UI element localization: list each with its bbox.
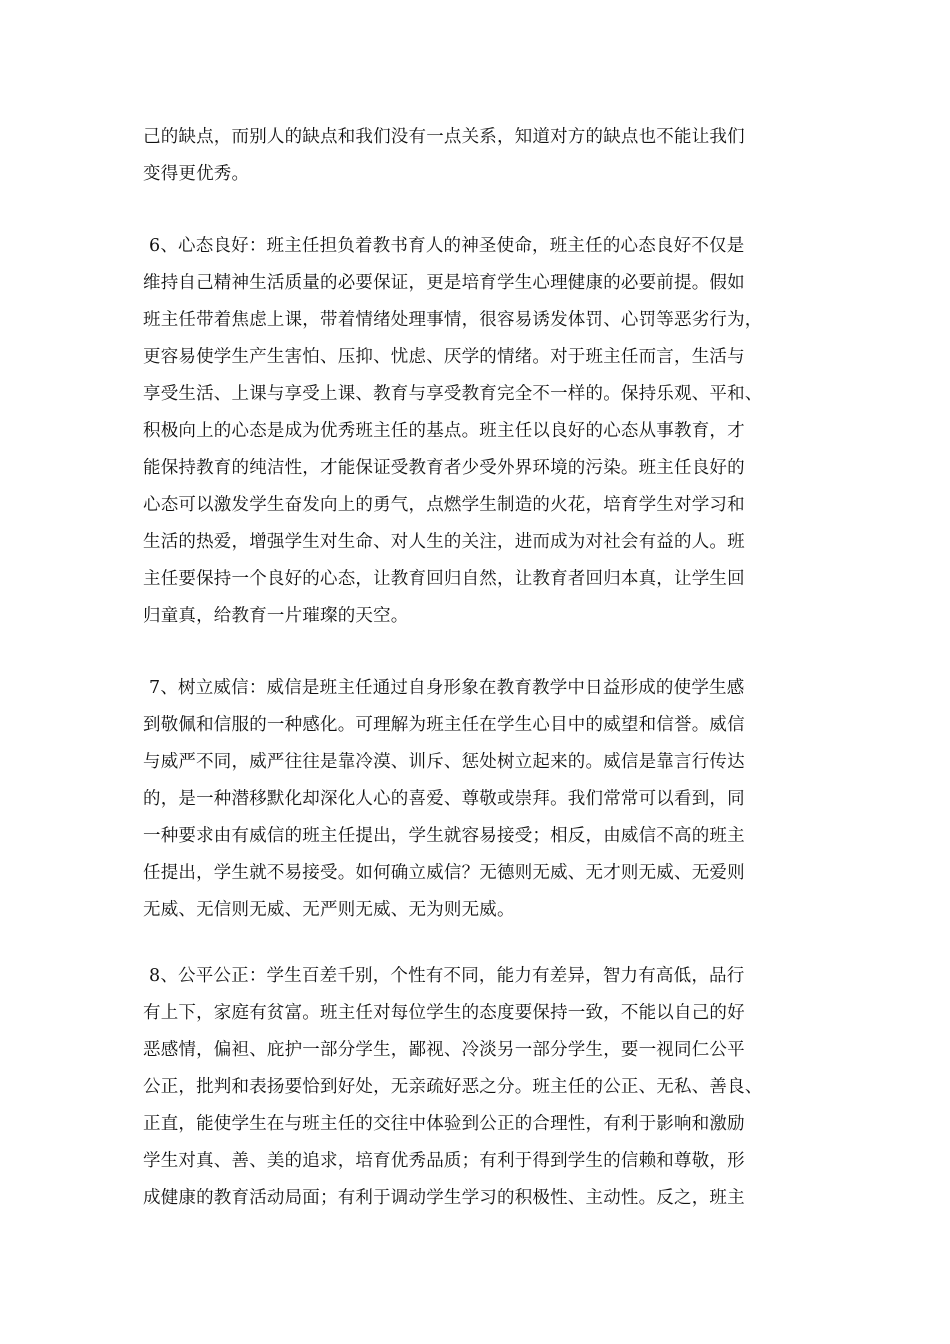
paragraph-line: 积极向上的心态是成为优秀班主任的基点。班主任以良好的心态从事教育，才 bbox=[143, 421, 745, 441]
paragraph-line: 变得更优秀。 bbox=[143, 164, 250, 184]
paragraph-6-attitude bbox=[143, 228, 813, 635]
paragraph-line: 更容易使学生产生害怕、压抑、忧虑、厌学的情绪。对于班主任而言，生活与 bbox=[143, 347, 745, 367]
paragraph-line: 维持自己精神生活质量的必要保证，更是培育学生心理健康的必要前提。假如 bbox=[143, 273, 745, 293]
paragraph-line: 无威、无信则无威、无严则无威、无为则无威。 bbox=[143, 900, 515, 920]
paragraph-8-fairness bbox=[143, 958, 813, 1217]
paragraph-line: 能保持教育的纯洁性，才能保证受教育者少受外界环境的污染。班主任良好的 bbox=[143, 458, 745, 478]
paragraph-line: 有上下，家庭有贫富。班主任对每位学生的态度要保持一致，不能以自己的好 bbox=[143, 1003, 745, 1023]
paragraph-line: 正直，能使学生在与班主任的交往中体验到公正的合理性，有利于影响和激励 bbox=[143, 1114, 745, 1134]
paragraph-line: 任提出，学生就不易接受。如何确立威信？无德则无威、无才则无威、无爱则 bbox=[143, 863, 745, 883]
paragraph-line: 归童真，给教育一片璀璨的天空。 bbox=[143, 606, 409, 626]
paragraph-line: 的，是一种潜移默化却深化人心的喜爱、尊敬或崇拜。我们常常可以看到，同 bbox=[143, 789, 745, 809]
paragraph-line: 班主任带着焦虑上课，带着情绪处理事情，很容易诱发体罚、心罚等恶劣行为， bbox=[143, 310, 763, 330]
paragraph-line: 心态可以激发学生奋发向上的勇气，点燃学生制造的火花，培育学生对学习和 bbox=[143, 495, 745, 515]
paragraph-line: 公正，批判和表扬要恰到好处，无亲疏好恶之分。班主任的公正、无私、善良、 bbox=[143, 1077, 763, 1097]
paragraph-heading-line: 6、心态良好：班主任担负着教书育人的神圣使命，班主任的心态良好不仅是 bbox=[149, 236, 745, 256]
paragraph-7-prestige bbox=[143, 670, 813, 929]
paragraph-line: 生活的热爱，增强学生对生命、对人生的关注，进而成为对社会有益的人。班 bbox=[143, 532, 745, 552]
paragraph-line: 享受生活、上课与享受上课、教育与享受教育完全不一样的。保持乐观、平和、 bbox=[143, 384, 763, 404]
paragraph-intro-continuation bbox=[143, 119, 813, 193]
paragraph-line: 己的缺点，而别人的缺点和我们没有一点关系，知道对方的缺点也不能让我们 bbox=[143, 127, 745, 147]
paragraph-line: 成健康的教育活动局面；有利于调动学生学习的积极性、主动性。反之，班主 bbox=[143, 1188, 745, 1208]
paragraph-line: 一种要求由有威信的班主任提出，学生就容易接受；相反，由威信不高的班主 bbox=[143, 826, 745, 846]
paragraph-line: 到敬佩和信服的一种感化。可理解为班主任在学生心目中的威望和信誉。威信 bbox=[143, 715, 745, 735]
paragraph-line: 恶感情，偏袒、庇护一部分学生，鄙视、冷淡另一部分学生，要一视同仁公平 bbox=[143, 1040, 745, 1060]
paragraph-line: 学生对真、善、美的追求，培育优秀品质；有利于得到学生的信赖和尊敬，形 bbox=[143, 1151, 745, 1171]
paragraph-heading-line: 7、树立威信：威信是班主任通过自身形象在教育教学中日益形成的使学生感 bbox=[149, 678, 745, 698]
paragraph-line: 主任要保持一个良好的心态，让教育回归自然，让教育者回归本真，让学生回 bbox=[143, 569, 745, 589]
paragraph-heading-line: 8、公平公正：学生百差千别，个性有不同，能力有差异，智力有高低，品行 bbox=[149, 966, 745, 986]
paragraph-line: 与威严不同，威严往往是靠冷漠、训斥、惩处树立起来的。威信是靠言行传达 bbox=[143, 752, 745, 772]
